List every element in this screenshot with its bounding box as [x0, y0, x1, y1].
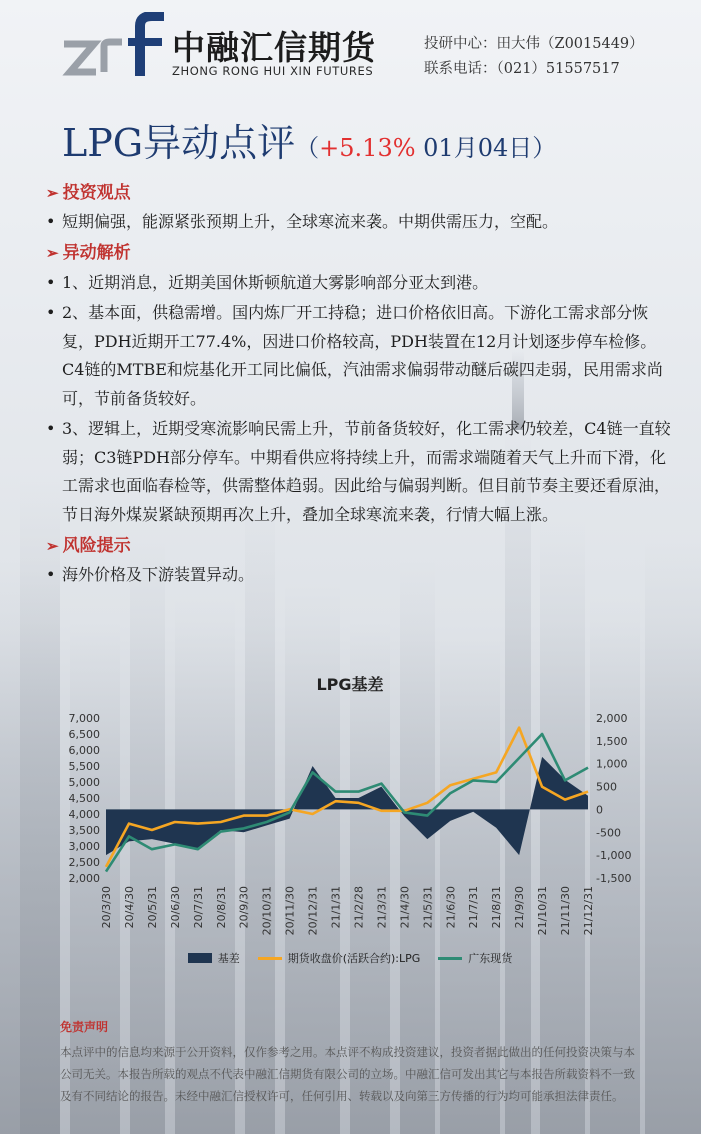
list-item [46, 208, 676, 237]
y-right-tick-label: 1,000 [596, 757, 628, 771]
chart-plot-area [50, 672, 650, 947]
x-tick-label: 20/8/31 [214, 886, 228, 929]
y-left-tick-label: 6,000 [68, 744, 100, 757]
list-item [46, 269, 676, 298]
logo-english-name: ZHONG RONG HUI XIN FUTURES [172, 64, 374, 78]
x-tick-label: 20/5/31 [145, 886, 159, 929]
y-left-tick-label: 4,000 [68, 808, 100, 821]
title-close-paren: ） [532, 134, 557, 162]
x-tick-label: 21/2/28 [352, 886, 366, 929]
section-header-risk [46, 531, 676, 561]
x-tick-label: 20/6/30 [168, 886, 182, 929]
y-left-tick-label: 3,000 [68, 840, 100, 853]
x-tick-label: 21/6/30 [444, 886, 458, 929]
disclaimer-title: 免责声明 [60, 1020, 109, 1034]
zrf-logo-mark-icon [60, 12, 170, 78]
x-tick-label: 21/11/30 [559, 886, 573, 936]
x-tick-label: 21/3/31 [375, 886, 389, 929]
x-tick-label: 21/8/31 [490, 886, 504, 929]
x-tick-label: 21/5/31 [421, 886, 435, 929]
y-left-tick-label: 7,000 [68, 712, 100, 725]
page-title [62, 112, 556, 167]
company-logo [60, 12, 380, 82]
y-right-tick-label: -500 [596, 826, 621, 840]
lpg-basis-chart [50, 672, 650, 972]
section-header-analysis [46, 239, 676, 269]
price-change: +5.13% [319, 134, 416, 162]
basis-area-series [106, 757, 588, 855]
arrow-icon: ➢ [46, 244, 59, 263]
title-date: 01月04日 [415, 134, 533, 162]
y-left-tick-label: 2,500 [68, 856, 100, 869]
analysis-item-1: 1、近期消息，近期美国休斯顿航道大雾影响部分亚太到港。 [62, 272, 489, 292]
risk-text: 海外价格及下游装置异动。 [62, 565, 255, 584]
bullet-icon: • [46, 419, 56, 438]
legend-item-basis [188, 950, 240, 966]
chart-legend [50, 950, 650, 966]
legend-label: 广东现货 [468, 952, 513, 965]
x-tick-label: 20/12/31 [306, 886, 320, 936]
y-right-tick-label: 500 [596, 780, 617, 794]
x-tick-label: 20/7/31 [191, 886, 205, 929]
y-right-tick-label: 1,500 [596, 734, 628, 748]
chart-title: LPG基差 [316, 675, 384, 694]
x-tick-label: 21/7/31 [467, 886, 481, 929]
bullet-icon: • [46, 272, 56, 292]
x-tick-label: 20/4/30 [122, 886, 136, 929]
list-item [46, 561, 676, 590]
x-tick-label: 21/4/30 [398, 886, 412, 929]
title-main: LPG异动点评 [62, 121, 296, 165]
report-body [46, 178, 676, 592]
analyst-line: 投研中心：田大伟（Z0015449） [424, 36, 644, 52]
y-right-tick-label: 0 [596, 803, 603, 817]
y-left-tick-label: 4,500 [68, 792, 100, 805]
x-tick-label: 20/9/30 [237, 886, 251, 929]
x-tick-label: 21/1/31 [329, 886, 343, 929]
x-tick-label: 21/12/31 [582, 886, 595, 936]
y-right-tick-label: 2,000 [596, 712, 628, 725]
legend-label: 期货收盘价(活跃合约):LPG [287, 952, 421, 965]
view-text: 短期偏强，能源紧张预期上升，全球寒流来袭。中期供需压力，空配。 [62, 212, 559, 231]
disclaimer [60, 1018, 640, 1107]
x-tick-label: 20/10/31 [260, 886, 274, 936]
title-open-paren: （ [295, 134, 320, 162]
analysis-item-2: 2、基本面，供稳需增。国内炼厂开工持稳；进口价格依旧高。下游化工需求部分恢复，PDH近期开工77.4%，因进口价格较高，PDH装置在12月计划逐步停车检修。C4链的MTBE和烷基化开工同比偏低，汽油需求偏弱带动醚后碳四走弱，民用需求尚可，节前备货较好。 [62, 303, 663, 408]
bullet-icon: • [46, 565, 56, 584]
contact-info [424, 32, 644, 82]
section-header-view [46, 178, 676, 208]
disclaimer-body: 本点评中的信息均来源于公开资料，仅作参考之用。本点评不构成投资建议，投资者据此做出的任何投资决策与本公司无关。本报告所载的观点不代表中融汇信期货有限公司的立场。中融汇信可发出其它与本报告所载资料不一致及有不同结论的报告。未经中融汇信授权许可，任何引用、转载以及向第三方传播的行为均可能承担法律责任。 [60, 1045, 635, 1103]
list-item [46, 299, 676, 413]
y-left-tick-label: 2,000 [68, 872, 100, 885]
arrow-icon: ➢ [46, 536, 59, 555]
section-title: 投资观点 [62, 182, 131, 203]
x-tick-label: 20/3/30 [100, 886, 113, 929]
y-right-tick-label: -1,500 [596, 872, 632, 885]
x-tick-label: 21/10/31 [536, 886, 550, 936]
legend-item-futures [258, 950, 421, 966]
bullet-icon: • [46, 212, 56, 231]
legend-item-spot [438, 950, 512, 966]
legend-swatch-basis [188, 953, 212, 963]
arrow-icon: ➢ [46, 183, 59, 202]
bullet-icon: • [46, 303, 56, 322]
section-title: 风险提示 [62, 535, 131, 556]
y-right-tick-label: -1,000 [596, 849, 632, 863]
x-tick-label: 20/11/30 [283, 886, 297, 936]
section-title: 异动解析 [62, 243, 131, 264]
y-left-tick-label: 5,000 [68, 776, 100, 789]
legend-swatch-futures [258, 957, 282, 960]
y-left-tick-label: 6,500 [68, 728, 100, 741]
legend-swatch-spot [438, 957, 462, 960]
phone-line: 联系电话：（021）51557517 [424, 61, 620, 77]
x-tick-label: 21/9/30 [513, 886, 527, 929]
y-left-tick-label: 3,500 [68, 824, 100, 837]
legend-label: 基差 [217, 952, 240, 965]
y-left-tick-label: 5,500 [68, 760, 100, 773]
analysis-item-3: 3、逻辑上，近期受寒流影响民需上升，节前备货较好，化工需求仍较差，C4链一直较弱；C3链PDH部分停车。中期看供应将持续上升，而需求端随着天气上升而下滑，化工需求也面临春检等，供需整体趋弱。因此给与偏弱判断。但目前节奏主要还看原油，节日海外煤炭紧缺预期再次上升，叠加全球寒流来袭，行情大幅上涨。 [62, 419, 671, 524]
logo-chinese-name: 中融汇信期货 [172, 28, 376, 67]
list-item [46, 415, 676, 529]
